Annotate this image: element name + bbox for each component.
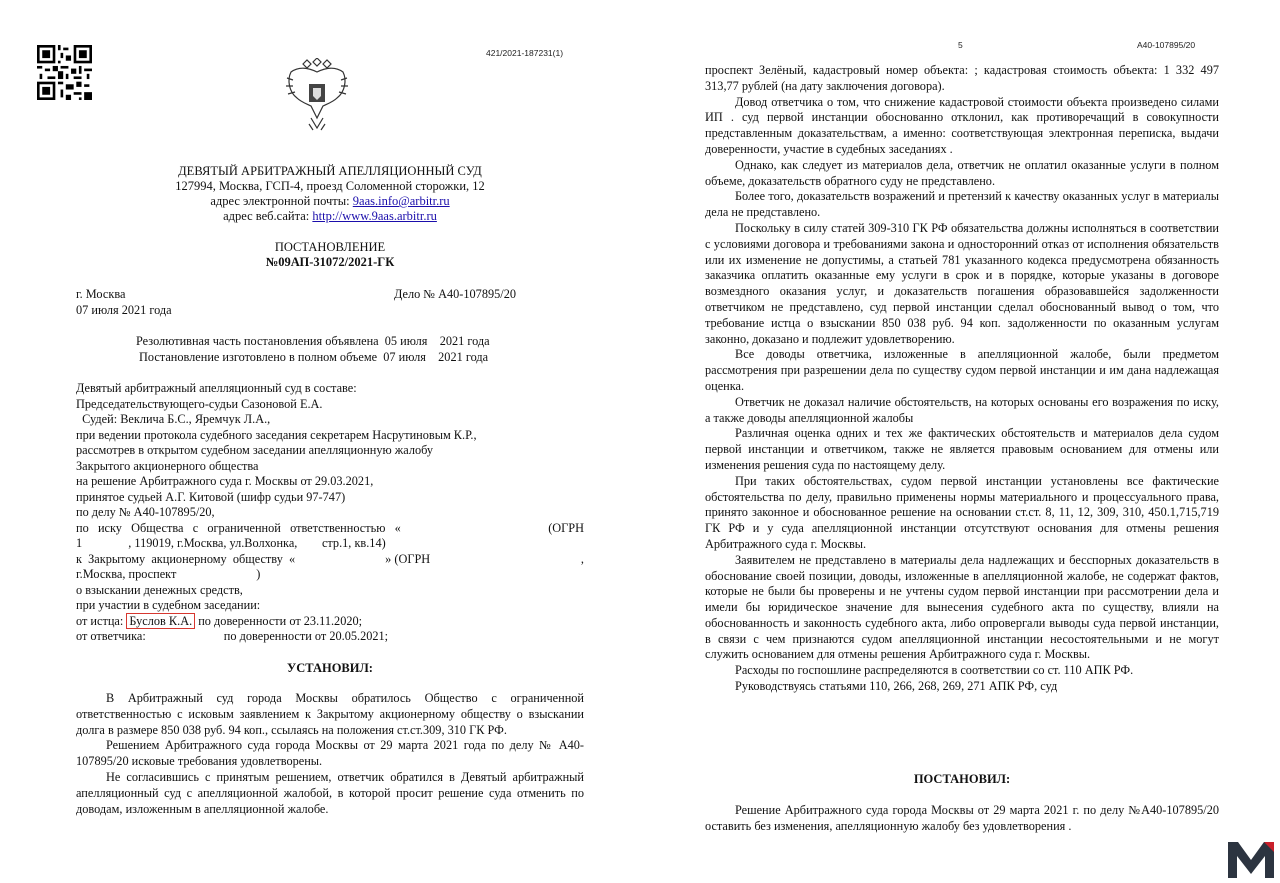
composition-line: Девятый арбитражный апелляционный суд в составе: <box>76 381 357 395</box>
coat-of-arms-icon <box>283 58 351 132</box>
claim-line-1: по иску Общества с ограниченной ответственностью « (ОГРН <box>76 520 584 535</box>
court-address: 127994, Москва, ГСП-4, проезд Соломенной сторожки, 12 <box>175 179 485 193</box>
composition-line: Председательствующего-судьи Сазоновой Е.А. <box>76 396 323 411</box>
composition-line: Судей: Веклича Б.С., Яремчук Л.А., <box>76 412 271 426</box>
doc-city: г. Москва <box>76 287 126 301</box>
body-paragraph: Довод ответчика о том, что снижение кадастровой стоимости объекта произведено силами ИП . суд первой инстанции обоснованно отклонил, как противоречащий в совокупности представленным доказательствам, а именно: соответствующая электронная переписка, выдачи доверенности, участие в судебных заседаниях . <box>705 94 1219 156</box>
court-email-link[interactable]: 9aas.info@arbitr.ru <box>352 194 450 208</box>
body-paragraph: проспект Зелёный, кадастровый номер объекта: ; кадастровая стоимость объекта: 1 332 497 313,77 рублей (на дату заключения договора). <box>705 63 1219 93</box>
case-reference: А40-107895/20 <box>1137 40 1196 50</box>
subject-line: о взыскании денежных средств, <box>76 582 243 597</box>
body-paragraph: Более того, доказательств возражений и претензий к качеству оказанных услуг в материалы дела не представлено. <box>705 189 1219 220</box>
made-full-line: Постановление изготовлено в полном объеме 07 июля 2021 года <box>139 350 489 364</box>
present-line: при участии в судебном заседании: <box>76 598 261 612</box>
body-paragraph: В Арбитражный суд города Москвы обратилось Общество с ограниченной ответственностью с исковым заявлением к Закрытому акционерному обществу о взыскании долга в размере 850 038 руб. 94 коп., ссылаясь на положения ст.ст.309, 310 ГК РФ. <box>76 691 584 737</box>
claim-line-3: к Закрытому акционерному обществу « » (ОГРН , <box>76 551 584 566</box>
doc-date: 07 июля 2021 года <box>76 302 172 317</box>
body-paragraph: Решением Арбитражного суда города Москвы от 29 марта 2021 года по делу № А40-107895/20 исковые требования удовлетворены. <box>76 738 584 769</box>
court-name: ДЕВЯТЫЙ АРБИТРАЖНЫЙ АПЕЛЛЯЦИОННЫЙ СУД <box>178 164 482 178</box>
claimant-representative-name: Буслов К.А. <box>126 613 195 629</box>
composition-line: рассмотрев в открытом судебном заседании апелляционную жалобу <box>76 443 434 457</box>
doc-number: №09АП-31072/2021-ГК <box>265 255 395 269</box>
final-paragraph: Решение Арбитражного суда города Москвы от 29 марта 2021 г. по делу №А40-107895/20 оставить без изменения, апелляционную жалобу без удовлетворения . <box>705 803 1219 833</box>
body-paragraph: Заявителем не представлено в материалы дела надлежащих и бесспорных доказательств в обоснование своей позиции, доводы, изложенные в апелляционной жалобе, не содержат фактов, которые не были бы проверены и не учтены судом первой инстанции при рассмотрении дела и имели бы юридическое значение для вынесения судебного акта по существу, влияли на обоснованность и законность судебного акта, либо опровергали выводы суда первой инстанции, в связи с чем признаются судом апелляционной инстанции несостоятельными и не могут служить основанием для отмены решения Арбитражного суда г. Москвы. <box>705 552 1219 662</box>
court-web-link[interactable]: http://www.9aas.arbitr.ru <box>312 209 437 223</box>
composition-line: по делу № А40-107895/20, <box>76 505 215 519</box>
m-logo-icon <box>1226 836 1276 878</box>
composition-line: при ведении протокола судебного заседания секретарем Насрутиновым К.Р., <box>76 427 477 442</box>
body-paragraph: Поскольку в силу статей 309-310 ГК РФ обязательства должны исполняться в соответствии с условиями договора и требованиями закона и односторонний отказ от исполнения обязательств или их изменение не допустимы, а статьей 781 указанного кодекса предусмотрена обязанность заказчика оплатить оказанные ему услуги в срок и в порядке, которые указаны в договоре возмездного оказания услуг, и доказательств погашения образовавшейся задолженности ответчиком не представлено, суд первой инстанции сделал обоснованный вывод о том, что требование истца о взыскании 850 038 руб. 94 коп. задолженности по оказанным услугам законно, доказано и подлежит удовлетворению. <box>705 220 1219 346</box>
body-paragraph: Не согласившись с принятым решением, ответчик обратился в Девятый арбитражный апелляционный суд с апелляционной жалобой, в которой просит решение суда отменить по доводам, изложенным в апелляционной жалобе. <box>76 769 584 816</box>
from-defendant-line: от ответчика: по доверенности от 20.05.2021; <box>76 629 389 643</box>
body-paragraph: Руководствуясь статьями 110, 266, 268, 269, 271 АПК РФ, суд <box>735 679 1058 694</box>
body-paragraph: Расходы по госпошлине распределяются в соответствии со ст. 110 АПК РФ. <box>735 663 1134 678</box>
doc-number-top: 421/2021-187231(1) <box>486 48 564 58</box>
composition-line: Закрытого акционерного общества <box>76 458 259 473</box>
court-web-line: адрес веб.сайта: http://www.9aas.arbitr.ru <box>223 209 437 223</box>
case-number: Дело № А40-107895/20 <box>393 287 516 301</box>
body-paragraph: Однако, как следует из материалов дела, ответчик не оплатил оказанные услуги в полном объеме, доказательств обратного суду не представлено. <box>705 157 1219 188</box>
established-heading: УСТАНОВИЛ: <box>287 661 373 675</box>
page-number: 5 <box>958 40 963 50</box>
resolved-heading: ПОСТАНОВИЛ: <box>913 772 1011 786</box>
announced-line: Резолютивная часть постановления объявлена 05 июля 2021 года <box>136 334 490 348</box>
body-paragraph: При таких обстоятельствах, судом первой инстанции установлены все фактические обстоятельства по делу, правильно применены нормы материального и процессуального права, принято законное и обоснованное решение на основании ст.ст. 8, 11, 12, 309, 310, 450.1,715,719 ГК РФ и у суда апелляционной инстанции отсутствуют основания для отмены решения Арбитражного суда г. Москвы. <box>705 473 1219 551</box>
from-claimant-line: от истца: Буслов К.А. по доверенности от 23.11.2020; <box>76 613 363 628</box>
qr-code-icon <box>37 45 92 100</box>
composition-line: принятое судьей А.Г. Китовой (шифр судьи 97-747) <box>76 489 346 504</box>
claim-line-4: г.Москва, проспект ) <box>76 567 261 581</box>
court-email-line: адрес электронной почты: 9aas.info@arbitr.ru <box>210 194 450 208</box>
doc-type: ПОСТАНОВЛЕНИЕ <box>274 240 386 254</box>
body-paragraph: Все доводы ответчика, изложенные в апелляционной жалобе, были предметом рассмотрения при разрешении дела по существу судом первой инстанции и им дана надлежащая оценка. <box>705 347 1219 393</box>
body-paragraph: Различная оценка одних и тех же фактических обстоятельств и материалов дела судом первой инстанции и ответчиком, также не является правовым основанием для отмены или изменения решения суда по настоящему делу. <box>705 426 1219 472</box>
body-paragraph: Ответчик не доказал наличие обстоятельств, на которых основаны его возражения по иску, а также доводы апелляционной жалобы <box>705 394 1219 425</box>
composition-line: на решение Арбитражного суда г. Москвы от 29.03.2021, <box>76 474 374 488</box>
claim-line-2: 1 , 119019, г.Москва, ул.Волхонка, стр.1, кв.14) <box>76 536 386 550</box>
